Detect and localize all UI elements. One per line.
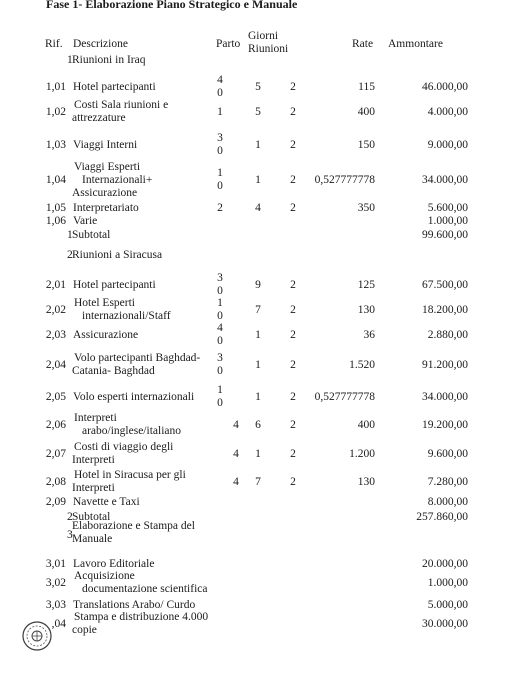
row-amount: 19.200,00 [422,418,468,431]
row-ref: 1,06 [45,214,66,227]
row-rate: 1.200 [349,447,375,460]
row-description: Hotel partecipanti [73,278,156,291]
row-amount: 2.880,00 [427,328,468,341]
row-description: Catania- Baghdad [72,365,155,377]
row-description: Assicurazione [73,328,139,341]
row-description: Navette e Taxi [73,495,140,508]
row-ref: 2 [67,510,73,523]
row-persons: 3 [217,272,223,284]
row-ref: 2,02 [45,303,66,316]
row-ref: 3 [67,529,73,541]
row-description: Elaborazione e Stampa del [72,520,195,532]
row-amount: 8.000,00 [427,495,468,508]
row-description: Acquisizione [74,570,135,582]
row-description: Hotel Esperti [74,297,135,309]
row-ref: 2,04 [45,358,66,371]
row-description: Interpreti [72,454,115,466]
row-persons: 0 [217,310,223,322]
row-giorni: 7 [255,303,261,316]
row-rate: 1.520 [349,358,375,371]
row-persons: 1 [217,105,223,118]
row-description: Hotel partecipanti [73,80,156,93]
row-riunioni: 2 [290,390,296,403]
row-riunioni: 2 [290,303,296,316]
row-amount: 18.200,00 [422,303,468,316]
row-riunioni: 2 [290,278,296,291]
row-description: Volo esperti internazionali [73,390,195,403]
row-persons: 1 [217,167,223,179]
row-description: Subtotal [72,228,111,241]
row-riunioni: 2 [290,105,296,118]
row-persons: 0 [217,365,223,377]
row-persons: 4 [233,447,239,460]
row-persons: 0 [217,145,223,157]
row-ref: 2,07 [45,447,66,460]
row-persons: 0 [217,87,223,99]
row-description: attrezzature [72,112,126,124]
row-riunioni: 2 [290,201,296,214]
row-persons: 1 [217,384,223,396]
row-giorni: 7 [255,475,261,488]
row-persons: 4 [233,418,239,431]
row-giorni: 4 [255,201,261,214]
row-rate: 400 [357,105,375,118]
row-giorni: 1 [255,328,261,341]
row-amount: 91.200,00 [422,358,468,371]
row-persons: 1 [217,297,223,309]
row-ref: 3,01 [45,557,66,570]
row-amount: 46.000,00 [422,80,468,93]
row-amount: 1.000,00 [427,214,468,227]
row-description: Volo partecipanti Baghdad- [74,352,201,364]
row-amount: 67.500,00 [422,278,468,291]
row-persons: 0 [217,180,223,192]
row-amount: 7.280,00 [427,475,468,488]
header-ammontare: Ammontare [388,38,443,50]
row-amount: 9.000,00 [427,138,468,151]
row-giorni: 6 [255,418,261,431]
row-rate: 0,527777778 [314,390,375,403]
row-giorni: 1 [255,390,261,403]
row-description: Internazionali+ [82,173,153,186]
row-rate: 125 [357,278,375,291]
row-amount: 99.600,00 [422,228,468,241]
row-ref: 1,05 [45,201,66,214]
row-riunioni: 2 [290,475,296,488]
row-giorni: 1 [255,173,261,186]
row-ref: 1,01 [45,80,66,93]
row-giorni: 1 [255,138,261,151]
row-ref: 1,03 [45,138,66,151]
row-persons: 3 [217,132,223,144]
row-description: Interpreti [72,482,115,494]
row-ref: 2,05 [45,390,66,403]
seal-stamp-icon [21,620,53,652]
row-riunioni: 2 [290,173,296,186]
header-riunioni: Riunioni [248,43,289,55]
row-persons: 2 [217,201,223,214]
row-rate: 350 [357,201,375,214]
row-amount: 34.000,00 [422,390,468,403]
row-persons: 4 [217,322,223,334]
row-ref: 3,03 [45,598,66,611]
row-amount: 30.000,00 [422,617,468,630]
row-description: Manuale [72,533,113,545]
row-amount: 5.600,00 [427,201,468,214]
row-ref: 1 [67,228,73,241]
row-riunioni: 2 [290,80,296,93]
row-description: documentazione scientifica [82,583,208,595]
header-descrizione: Descrizione [73,38,128,50]
row-rate: 0,527777778 [314,173,375,186]
row-description: internazionali/Staff [82,310,171,322]
row-description: Hotel in Siracusa per gli [74,469,186,481]
row-riunioni: 2 [290,358,296,371]
header-giorni: Giorni [248,30,279,42]
document-title: Fase 1- Elaborazione Piano Strategico e Manuale [46,0,298,11]
row-description: Stampa e distribuzione 4.000 [74,611,209,623]
row-ref: 1,02 [45,105,66,118]
row-amount: 9.600,00 [427,447,468,460]
row-ref: 3,02 [45,576,66,589]
row-rate: 150 [357,138,375,151]
row-riunioni: 2 [290,418,296,431]
row-ref: 2,09 [45,495,66,508]
row-persons: 0 [217,397,223,409]
row-rate: 400 [357,418,375,431]
row-amount: 1.000,00 [427,576,468,589]
row-description: Interpreti [74,412,117,424]
row-ref: 2,08 [45,475,66,488]
row-persons: 0 [217,335,223,347]
row-persons: 0 [217,285,223,297]
row-description: Lavoro Editoriale [73,557,155,570]
row-description: arabo/inglese/italiano [82,425,181,437]
row-giorni: 5 [255,105,261,118]
row-persons: 4 [217,74,223,86]
row-description: Varie [73,214,98,227]
row-persons: 4 [233,475,239,488]
row-persons: 3 [217,352,223,364]
row-description: Riunioni a Siracusa [72,248,163,261]
row-amount: 34.000,00 [422,173,468,186]
row-riunioni: 2 [290,328,296,341]
row-description: Interpretariato [73,201,139,214]
row-description: Translations Arabo/ Curdo [73,598,196,611]
row-description: Assicurazione [72,186,138,199]
row-rate: 130 [357,475,375,488]
row-riunioni: 2 [290,138,296,151]
row-ref: 1,04 [45,173,66,186]
row-amount: 20.000,00 [422,557,468,570]
row-ref: 2,06 [45,418,66,431]
row-rate: 115 [358,80,375,93]
row-giorni: 1 [255,358,261,371]
header-parto: Parto [216,38,241,50]
row-riunioni: 2 [290,447,296,460]
row-description: Costi di viaggio degli [74,441,174,453]
row-description: Viaggi Interni [73,138,138,151]
row-giorni: 9 [255,278,261,291]
row-description: Riunioni in Iraq [72,53,146,66]
row-description: Costi Sala riunioni e [74,99,169,111]
row-amount: 4.000,00 [427,105,468,118]
row-description: Viaggi Esperti [74,160,141,173]
header-rate: Rate [352,38,374,50]
row-giorni: 5 [255,80,261,93]
row-amount: 257.860,00 [416,510,468,523]
row-ref: 1 [67,53,73,66]
row-ref: 2,01 [45,278,66,291]
row-giorni: 1 [255,447,261,460]
row-amount: 5.000,00 [427,598,468,611]
row-ref: 2 [67,248,73,261]
header-rif: Rif. [45,38,63,50]
row-rate: 130 [357,303,375,316]
row-rate: 36 [363,328,375,341]
row-description: Subtotal [72,510,111,523]
row-ref: ,04 [51,617,66,630]
row-description: copie [72,624,97,636]
row-ref: 2,03 [45,328,66,341]
